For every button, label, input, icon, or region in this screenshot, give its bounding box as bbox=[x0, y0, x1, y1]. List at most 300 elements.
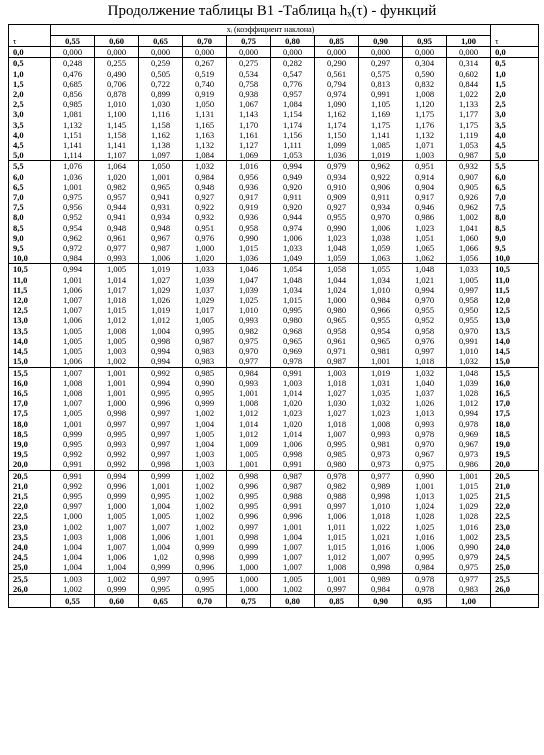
value-cell: 0,992 bbox=[51, 449, 95, 459]
value-cell: 1,034 bbox=[359, 275, 403, 285]
tau-cell-right: 11,0 bbox=[491, 275, 539, 285]
value-cell: 1,001 bbox=[51, 182, 95, 192]
value-cell: 0,997 bbox=[315, 584, 359, 595]
value-cell: 0,973 bbox=[447, 449, 491, 459]
value-cell: 0,995 bbox=[271, 305, 315, 315]
value-cell: 0,927 bbox=[183, 192, 227, 202]
table-row bbox=[9, 295, 539, 305]
tau-cell: 22,0 bbox=[9, 501, 51, 511]
value-cell: 1,004 bbox=[139, 501, 183, 511]
value-cell: 0,989 bbox=[359, 481, 403, 491]
column-header: 0,55 bbox=[51, 36, 95, 47]
table-row bbox=[9, 285, 539, 295]
value-cell: 1,028 bbox=[403, 511, 447, 521]
tau-cell: 19,5 bbox=[9, 449, 51, 459]
value-cell: 0,936 bbox=[227, 182, 271, 192]
tau-cell: 20,5 bbox=[9, 470, 51, 481]
value-cell: 1,001 bbox=[95, 388, 139, 398]
value-cell: 1,027 bbox=[315, 408, 359, 418]
tau-cell-right: 22,0 bbox=[491, 501, 539, 511]
value-cell: 1,033 bbox=[271, 243, 315, 253]
tau-cell: 18,5 bbox=[9, 429, 51, 439]
value-cell: 0,984 bbox=[51, 253, 95, 264]
value-cell: 0,993 bbox=[227, 378, 271, 388]
tau-cell: 16,0 bbox=[9, 378, 51, 388]
tau-cell-right: 6,0 bbox=[491, 172, 539, 182]
value-cell: 0,685 bbox=[51, 79, 95, 89]
value-cell: 1,064 bbox=[95, 161, 139, 172]
value-cell: 1,069 bbox=[227, 150, 271, 161]
value-cell: 1,008 bbox=[359, 419, 403, 429]
value-cell: 1,156 bbox=[271, 130, 315, 140]
value-cell: 0,944 bbox=[95, 202, 139, 212]
value-cell: 0,994 bbox=[403, 285, 447, 295]
value-cell: 1,018 bbox=[403, 356, 447, 367]
value-cell: 1,005 bbox=[51, 326, 95, 336]
tau-cell-right: 25,0 bbox=[491, 562, 539, 573]
value-cell: 0,970 bbox=[227, 346, 271, 356]
value-cell: 0,991 bbox=[51, 470, 95, 481]
value-cell: 0,975 bbox=[403, 459, 447, 470]
value-cell: 1,002 bbox=[183, 501, 227, 511]
tau-cell: 15,0 bbox=[9, 356, 51, 367]
value-cell: 0,304 bbox=[403, 58, 447, 69]
value-cell: 1,006 bbox=[51, 285, 95, 295]
value-cell: 1,039 bbox=[447, 378, 491, 388]
value-cell: 1,018 bbox=[315, 378, 359, 388]
value-cell: 0,985 bbox=[315, 449, 359, 459]
value-cell: 1,053 bbox=[271, 150, 315, 161]
value-cell: 1,019 bbox=[359, 150, 403, 161]
value-cell: 0,948 bbox=[183, 182, 227, 192]
value-cell: 0,996 bbox=[271, 511, 315, 521]
column-footer: 0,65 bbox=[139, 594, 183, 607]
value-cell: 0,776 bbox=[271, 79, 315, 89]
value-cell: 1,002 bbox=[183, 481, 227, 491]
value-cell: 1,127 bbox=[227, 140, 271, 150]
value-cell: 0,948 bbox=[95, 223, 139, 233]
tau-cell-right: 10,0 bbox=[491, 253, 539, 264]
value-cell: 1,002 bbox=[183, 470, 227, 481]
tau-cell-right: 19,0 bbox=[491, 439, 539, 449]
value-cell: 1,000 bbox=[227, 573, 271, 584]
value-cell: 1,150 bbox=[315, 130, 359, 140]
value-cell: 1,022 bbox=[359, 522, 403, 532]
value-cell: 1,002 bbox=[51, 584, 95, 595]
value-cell: 0,926 bbox=[447, 192, 491, 202]
value-cell: 1,003 bbox=[403, 150, 447, 161]
value-cell: 1,138 bbox=[139, 140, 183, 150]
value-cell: 0,919 bbox=[227, 202, 271, 212]
value-cell: 0,970 bbox=[403, 295, 447, 305]
tau-cell-right: 3,5 bbox=[491, 120, 539, 130]
value-cell: 1,036 bbox=[227, 253, 271, 264]
value-cell: 1,014 bbox=[227, 419, 271, 429]
tau-cell-right: 1,5 bbox=[491, 79, 539, 89]
value-cell: 0,975 bbox=[447, 562, 491, 573]
tau-cell-right: 26,0 bbox=[491, 584, 539, 595]
value-cell: 0,991 bbox=[271, 459, 315, 470]
value-cell: 0,977 bbox=[95, 243, 139, 253]
value-cell: 1,114 bbox=[51, 150, 95, 161]
value-cell: 0,995 bbox=[227, 501, 271, 511]
value-cell: 1,175 bbox=[359, 120, 403, 130]
value-cell: 1,084 bbox=[271, 99, 315, 109]
table-row bbox=[9, 367, 539, 378]
value-cell: 1,004 bbox=[51, 552, 95, 562]
value-cell: 0,255 bbox=[95, 58, 139, 69]
table-row bbox=[9, 501, 539, 511]
tau-cell-right: 9,0 bbox=[491, 233, 539, 243]
value-cell: 0,990 bbox=[227, 233, 271, 243]
value-cell: 0,740 bbox=[183, 79, 227, 89]
value-cell: 1,165 bbox=[183, 120, 227, 130]
value-cell: 0,905 bbox=[447, 182, 491, 192]
value-cell: 1,006 bbox=[315, 511, 359, 521]
value-cell: 0,969 bbox=[447, 429, 491, 439]
value-cell: 1,001 bbox=[447, 470, 491, 481]
value-cell: 0,000 bbox=[95, 47, 139, 58]
value-cell: 1,004 bbox=[51, 562, 95, 573]
value-cell: 1,007 bbox=[315, 429, 359, 439]
value-cell: 1,010 bbox=[359, 285, 403, 295]
value-cell: 1,002 bbox=[95, 573, 139, 584]
tau-cell: 18,0 bbox=[9, 419, 51, 429]
value-cell: 1,007 bbox=[51, 398, 95, 408]
value-cell: 1,047 bbox=[227, 275, 271, 285]
value-cell: 0,976 bbox=[403, 336, 447, 346]
value-cell: 0,267 bbox=[183, 58, 227, 69]
value-cell: 1,005 bbox=[95, 264, 139, 275]
value-cell: 0,986 bbox=[447, 459, 491, 470]
value-cell: 1,029 bbox=[183, 295, 227, 305]
tau-cell-right: 20,0 bbox=[491, 459, 539, 470]
value-cell: 1,003 bbox=[183, 449, 227, 459]
value-cell: 0,813 bbox=[359, 79, 403, 89]
value-cell: 1,163 bbox=[183, 130, 227, 140]
value-cell: 0,998 bbox=[227, 470, 271, 481]
value-cell: 1,008 bbox=[51, 378, 95, 388]
value-cell: 0,991 bbox=[359, 89, 403, 99]
value-cell: 0,000 bbox=[271, 47, 315, 58]
value-cell: 0,990 bbox=[403, 470, 447, 481]
value-cell: 0,934 bbox=[139, 212, 183, 222]
value-cell: 1,162 bbox=[315, 109, 359, 119]
value-cell: 0,934 bbox=[359, 202, 403, 212]
value-cell: 0,998 bbox=[227, 532, 271, 542]
value-cell: 1,035 bbox=[359, 388, 403, 398]
value-cell: 0,983 bbox=[183, 346, 227, 356]
value-cell: 1,020 bbox=[183, 253, 227, 264]
value-cell: 1,012 bbox=[227, 408, 271, 418]
value-cell: 0,996 bbox=[95, 481, 139, 491]
value-cell: 0,991 bbox=[271, 367, 315, 378]
value-cell: 1,055 bbox=[359, 264, 403, 275]
value-cell: 0,997 bbox=[139, 408, 183, 418]
value-cell: 0,000 bbox=[403, 47, 447, 58]
tau-cell: 4,0 bbox=[9, 130, 51, 140]
column-header: 0,75 bbox=[227, 36, 271, 47]
tau-cell-right: 8,0 bbox=[491, 212, 539, 222]
value-cell: 0,920 bbox=[271, 202, 315, 212]
value-cell: 0,977 bbox=[359, 470, 403, 481]
tau-cell: 21,5 bbox=[9, 491, 51, 501]
tau-cell-right: 0,0 bbox=[491, 47, 539, 58]
value-cell: 1,003 bbox=[51, 532, 95, 542]
value-cell: 1,071 bbox=[403, 140, 447, 150]
value-cell: 0,314 bbox=[447, 58, 491, 69]
value-cell: 1,005 bbox=[227, 449, 271, 459]
value-cell: 1,001 bbox=[227, 459, 271, 470]
tau-cell: 24,5 bbox=[9, 552, 51, 562]
value-cell: 0,965 bbox=[359, 336, 403, 346]
tau-cell-right: 23,5 bbox=[491, 532, 539, 542]
value-cell: 1,141 bbox=[95, 140, 139, 150]
value-cell: 0,949 bbox=[271, 172, 315, 182]
value-cell: 0,920 bbox=[271, 182, 315, 192]
value-cell: 1,010 bbox=[359, 501, 403, 511]
value-cell: 1,005 bbox=[183, 315, 227, 325]
value-cell: 0,957 bbox=[95, 192, 139, 202]
table-row bbox=[9, 69, 539, 79]
value-cell: 1,021 bbox=[359, 532, 403, 542]
value-cell: 1,151 bbox=[51, 130, 95, 140]
value-cell: 1,005 bbox=[51, 346, 95, 356]
value-cell: 1,111 bbox=[271, 140, 315, 150]
value-cell: 0,984 bbox=[403, 562, 447, 573]
value-cell: 1,014 bbox=[271, 388, 315, 398]
column-footer: 0,55 bbox=[51, 594, 95, 607]
tau-cell: 7,0 bbox=[9, 192, 51, 202]
value-cell: 0,997 bbox=[403, 346, 447, 356]
column-header: 0,80 bbox=[271, 36, 315, 47]
value-cell: 0,954 bbox=[359, 326, 403, 336]
value-cell: 0,990 bbox=[315, 223, 359, 233]
table-row bbox=[9, 470, 539, 481]
value-cell: 1,023 bbox=[359, 408, 403, 418]
value-cell: 1,019 bbox=[139, 264, 183, 275]
tau-cell: 13,5 bbox=[9, 326, 51, 336]
value-cell: 0,944 bbox=[271, 212, 315, 222]
value-cell: 1,059 bbox=[315, 253, 359, 264]
value-cell: 0,978 bbox=[403, 429, 447, 439]
column-footer: 0,85 bbox=[315, 594, 359, 607]
value-cell: 0,985 bbox=[183, 367, 227, 378]
value-cell: 1,041 bbox=[447, 223, 491, 233]
value-cell: 0,998 bbox=[359, 491, 403, 501]
value-cell: 1,132 bbox=[51, 120, 95, 130]
tau-cell: 22,5 bbox=[9, 511, 51, 521]
value-cell: 0,999 bbox=[183, 542, 227, 552]
value-cell: 1,001 bbox=[315, 573, 359, 584]
value-cell: 1,009 bbox=[227, 439, 271, 449]
value-cell: 0,957 bbox=[271, 89, 315, 99]
value-cell: 0,985 bbox=[51, 99, 95, 109]
value-cell: 0,955 bbox=[315, 212, 359, 222]
value-cell: 1,029 bbox=[447, 501, 491, 511]
value-cell: 1,011 bbox=[315, 522, 359, 532]
value-cell: 0,832 bbox=[403, 79, 447, 89]
value-cell: 0,995 bbox=[51, 491, 95, 501]
value-cell: 0,975 bbox=[227, 336, 271, 346]
value-cell: 0,952 bbox=[403, 315, 447, 325]
value-cell: 0,561 bbox=[315, 69, 359, 79]
value-cell: 1,024 bbox=[315, 285, 359, 295]
value-cell: 0,991 bbox=[51, 459, 95, 470]
value-cell: 1,006 bbox=[51, 315, 95, 325]
value-cell: 1,004 bbox=[183, 419, 227, 429]
value-cell: 1,158 bbox=[95, 130, 139, 140]
value-cell: 1,020 bbox=[271, 419, 315, 429]
value-cell: 1,026 bbox=[139, 295, 183, 305]
column-footer: 0,90 bbox=[359, 594, 403, 607]
column-header: 0,95 bbox=[403, 36, 447, 47]
value-cell: 1,076 bbox=[51, 161, 95, 172]
value-cell: 0,547 bbox=[271, 69, 315, 79]
value-cell: 0,000 bbox=[227, 47, 271, 58]
value-cell: 1,001 bbox=[51, 419, 95, 429]
value-cell: 0,955 bbox=[359, 315, 403, 325]
value-cell: 0,909 bbox=[315, 192, 359, 202]
value-cell: 0,971 bbox=[315, 346, 359, 356]
value-cell: 0,984 bbox=[359, 295, 403, 305]
value-cell: 1,027 bbox=[139, 275, 183, 285]
value-cell: 0,958 bbox=[315, 326, 359, 336]
value-cell: 1,003 bbox=[183, 459, 227, 470]
value-cell: 1,001 bbox=[183, 532, 227, 542]
tau-cell: 5,5 bbox=[9, 161, 51, 172]
value-cell: 1,003 bbox=[51, 573, 95, 584]
tau-cell-right: 2,5 bbox=[491, 99, 539, 109]
tau-cell: 0,0 bbox=[9, 47, 51, 58]
value-cell: 1,002 bbox=[51, 522, 95, 532]
table-row bbox=[9, 449, 539, 459]
value-cell: 0,997 bbox=[139, 419, 183, 429]
value-cell: 0,984 bbox=[183, 172, 227, 182]
tau-cell: 26,0 bbox=[9, 584, 51, 595]
tau-cell: 21,0 bbox=[9, 481, 51, 491]
tau-cell-right: 14,0 bbox=[491, 336, 539, 346]
tau-cell-right: 22,5 bbox=[491, 511, 539, 521]
tau-cell-right: 23,0 bbox=[491, 522, 539, 532]
value-cell: 1,053 bbox=[447, 140, 491, 150]
column-header: 0,70 bbox=[183, 36, 227, 47]
value-cell: 0,958 bbox=[227, 223, 271, 233]
table-row bbox=[9, 511, 539, 521]
table-row bbox=[9, 182, 539, 192]
value-cell: 1,067 bbox=[227, 99, 271, 109]
table-row bbox=[9, 150, 539, 161]
value-cell: 1,025 bbox=[403, 522, 447, 532]
value-cell: 0,982 bbox=[315, 481, 359, 491]
value-cell: 0,965 bbox=[315, 315, 359, 325]
value-cell: 0,978 bbox=[403, 584, 447, 595]
value-cell: 1,048 bbox=[271, 275, 315, 285]
value-cell: 0,965 bbox=[139, 182, 183, 192]
value-cell: 0,995 bbox=[315, 439, 359, 449]
value-cell: 0,534 bbox=[227, 69, 271, 79]
value-cell: 0,970 bbox=[447, 326, 491, 336]
value-cell: 1,048 bbox=[447, 367, 491, 378]
value-cell: 1,032 bbox=[183, 161, 227, 172]
value-cell: 1,025 bbox=[227, 295, 271, 305]
tau-cell-right: 4,5 bbox=[491, 140, 539, 150]
tau-cell-right: 7,0 bbox=[491, 192, 539, 202]
value-cell: 0,878 bbox=[95, 89, 139, 99]
column-footer: 0,80 bbox=[271, 594, 315, 607]
value-cell: 1,007 bbox=[359, 552, 403, 562]
value-cell: 1,169 bbox=[359, 109, 403, 119]
tau-cell: 17,0 bbox=[9, 398, 51, 408]
tau-cell-right: 7,5 bbox=[491, 202, 539, 212]
table-row bbox=[9, 481, 539, 491]
tau-cell: 20,0 bbox=[9, 459, 51, 470]
header-row-xi bbox=[9, 25, 539, 36]
value-cell: 1,008 bbox=[227, 398, 271, 408]
tau-cell: 9,0 bbox=[9, 233, 51, 243]
value-cell: 1,174 bbox=[271, 120, 315, 130]
value-cell: 1,010 bbox=[95, 99, 139, 109]
value-cell: 0,991 bbox=[447, 336, 491, 346]
value-cell: 0,995 bbox=[183, 584, 227, 595]
value-cell: 1,119 bbox=[447, 130, 491, 140]
value-cell: 1,002 bbox=[271, 584, 315, 595]
value-cell: 0,967 bbox=[403, 449, 447, 459]
value-cell: 1,143 bbox=[227, 109, 271, 119]
value-cell: 0,934 bbox=[315, 172, 359, 182]
tau-cell-right: 21,0 bbox=[491, 481, 539, 491]
column-footer: 0,70 bbox=[183, 594, 227, 607]
tau-cell: 23,5 bbox=[9, 532, 51, 542]
value-cell: 1,002 bbox=[183, 491, 227, 501]
table-row bbox=[9, 305, 539, 315]
value-cell: 0,997 bbox=[139, 573, 183, 584]
value-cell: 1,145 bbox=[95, 120, 139, 130]
value-cell: 1,001 bbox=[403, 481, 447, 491]
tau-cell: 4,5 bbox=[9, 140, 51, 150]
tau-cell: 11,5 bbox=[9, 285, 51, 295]
value-cell: 1,010 bbox=[227, 305, 271, 315]
value-cell: 0,995 bbox=[403, 552, 447, 562]
value-cell: 1,008 bbox=[95, 532, 139, 542]
value-cell: 0,956 bbox=[51, 202, 95, 212]
tau-cell: 8,5 bbox=[9, 223, 51, 233]
value-cell: 0,995 bbox=[183, 573, 227, 584]
value-cell: 0,993 bbox=[95, 253, 139, 264]
value-cell: 0,931 bbox=[139, 202, 183, 212]
value-cell: 1,162 bbox=[139, 130, 183, 140]
value-cell: 0,976 bbox=[183, 233, 227, 243]
value-cell: 0,987 bbox=[271, 470, 315, 481]
value-cell: 1,012 bbox=[447, 398, 491, 408]
table-row bbox=[9, 253, 539, 264]
value-cell: 0,983 bbox=[183, 356, 227, 367]
value-cell: 0,995 bbox=[183, 388, 227, 398]
value-cell: 1,005 bbox=[95, 511, 139, 521]
value-cell: 1,058 bbox=[315, 264, 359, 275]
value-cell: 0,997 bbox=[315, 501, 359, 511]
value-cell: 1,002 bbox=[183, 522, 227, 532]
value-cell: 0,996 bbox=[183, 562, 227, 573]
column-header: 0,90 bbox=[359, 36, 403, 47]
value-cell: 1,020 bbox=[271, 398, 315, 408]
table-row bbox=[9, 58, 539, 69]
tau-cell: 11,0 bbox=[9, 275, 51, 285]
value-cell: 0,993 bbox=[95, 439, 139, 449]
value-cell: 0,248 bbox=[51, 58, 95, 69]
value-cell: 0,505 bbox=[139, 69, 183, 79]
value-cell: 0,722 bbox=[139, 79, 183, 89]
